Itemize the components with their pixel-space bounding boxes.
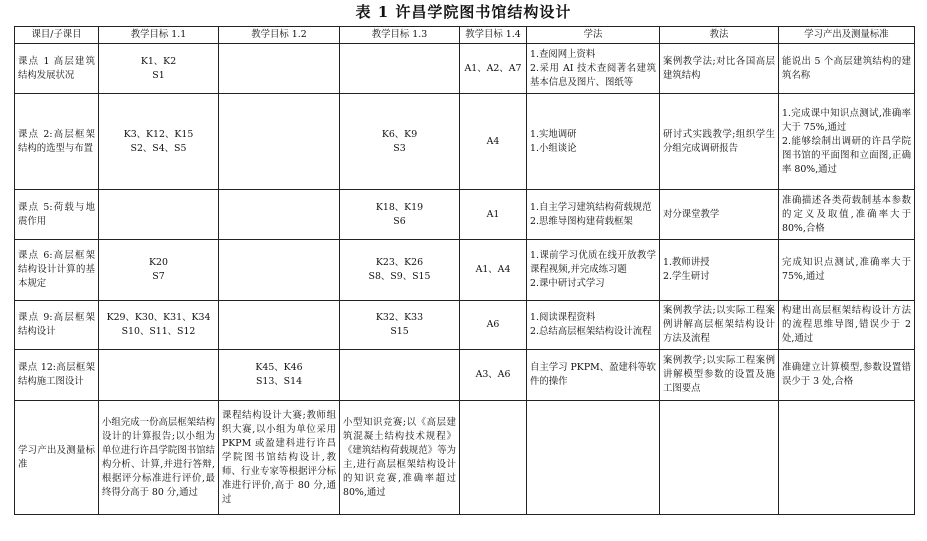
header-goal-1-3: 教学目标 1.3 [340,27,460,44]
course-text: 课点 6:高层框架结构设计计算的基本规定 [18,250,95,289]
course-text: 课点 9:高层框架结构设计 [18,312,95,337]
final-text: 小组完成一份高层框架结构设计的计算报告;以小组为单位进行许昌学院图书馆结构分析、计算,并进行答辩,根据评分标准进行评价,最终得分高于 80 分,通过 [102,416,215,498]
study-method-cell [527,190,660,240]
table-row [15,44,915,94]
goal-1-3-cell [340,190,460,240]
goal-1-2-cell [219,240,340,301]
goal-1-3-cell [340,44,460,94]
outcome-line: 能说出 5 个高层建筑结构的建筑名称 [782,55,911,81]
course-cell [15,350,99,401]
goal-1-1-cell [99,301,219,350]
study-line: 1.小组谈论 [530,142,577,154]
final-goal-1-3-cell [340,401,460,515]
goal-code: S6 [393,215,406,227]
outcome-cell [779,44,915,94]
teach-method-cell [660,301,779,350]
goal-code: K1、K2 [140,55,177,67]
outcome-line: 构建出高层框架结构设计方法的流程思维导图,错误少于 2 处,通过 [782,305,911,344]
final-text: 课程结构设计大赛;教师组织大赛,以小组为单位采用 PKPM 或盈建科进行许昌学院图书馆结构设计,教师、行业专家等根据评分标准进行评价,高于 80 分,通过 [222,409,336,505]
goal-1-2-cell [219,350,340,401]
outcome-cell [779,301,915,350]
goal-code: K20 [149,257,168,268]
goal-code: S1 [152,69,165,81]
goal-1-2-cell [219,301,340,350]
outcome-cell [779,94,915,190]
table-row [15,350,915,401]
goal-code: K18、K19 [375,201,424,213]
study-method-cell [527,350,660,401]
teach-line: 研讨式实践教学;组织学生分组完成调研报告 [663,128,775,154]
outcome-line: 1.完成课中知识点测试,准确率大于 75%,通过 [782,107,911,133]
table-row [15,190,915,240]
course-text: 课点 5:荷载与地震作用 [18,201,95,227]
goal-code: K6、K9 [381,128,418,140]
final-goal-1-2-cell [219,401,340,515]
study-method-cell [527,94,660,190]
table-row [15,94,915,190]
goal-1-1-cell [99,240,219,301]
goal-1-3-cell [340,301,460,350]
goal-1-4-cell: A3、A6 [460,350,527,401]
teach-method-cell [660,240,779,301]
goal-code: K23、K26 [375,257,424,268]
goal-code: S7 [152,271,165,282]
header-study-method: 学法 [527,27,660,44]
course-cell [15,190,99,240]
goal-1-2-cell [219,94,340,190]
goal-code: S10、S11、S12 [121,326,196,337]
teach-line: 案例教学法;对比各国高层建筑结构 [663,55,775,81]
teach-line: 对分课堂教学 [663,208,720,220]
teach-line: 案例教学;以实际工程案例讲解模型参数的设置及施工图要点 [663,355,775,394]
goal-code: K3、K12、K15 [123,128,194,140]
study-line: 1.课前学习优质在线开放教学课程视频,并完成练习题 [530,250,656,275]
table-title: 表 1 许昌学院图书馆结构设计 [355,3,572,21]
goal-code: K29、K30、K31、K34 [106,312,211,323]
course-cell [15,94,99,190]
goal-1-1-cell [99,350,219,401]
header-goal-1-2: 教学目标 1.2 [219,27,340,44]
outcome-line: 2.能够绘制出调研的许昌学院图书馆的平面图和立面图,正确率 80%,通过 [782,135,911,175]
final-label: 学习产出及测量标准 [18,444,95,470]
final-text: 小型知识竞赛;以《高层建筑混凝土结构技术规程》《建筑结构荷载规范》等为主,进行高层框架结构设计的知识竞赛,准确率超过 80%,通过 [343,416,456,498]
final-label-cell [15,401,99,515]
library-structure-table [14,26,915,515]
goal-1-1-cell [99,44,219,94]
goal-1-4-cell: A1、A2、A7 [460,44,527,94]
goal-1-4-cell: A1、A4 [460,240,527,301]
goal-1-3-cell [340,94,460,190]
outcome-line: 准确建立计算模型,参数设置错误少于 3 处,合格 [782,362,911,387]
goal-1-4-cell: A4 [460,94,527,190]
outcome-cell [779,350,915,401]
course-cell [15,44,99,94]
course-text: 课点 1 高层建筑结构发展状况 [18,55,95,81]
teach-method-cell [660,350,779,401]
header-teach-method: 教法 [660,27,779,44]
goal-1-3-cell [340,350,460,401]
teach-method-cell [660,44,779,94]
study-line: 2.思维导图构建荷载框架 [530,215,633,227]
header-goal-1-4: 教学目标 1.4 [460,27,527,44]
empty-cell [660,401,779,515]
goal-1-4-cell: A6 [460,301,527,350]
goal-code: S3 [393,142,406,154]
goal-code: S13、S14 [255,376,303,387]
study-line: 1.自主学习建筑结构荷载规范 [530,201,652,213]
goal-1-3-cell [340,240,460,301]
goal-1-2-cell [219,190,340,240]
outcome-line: 完成知识点测试,准确率大于 75%,通过 [782,257,911,282]
goal-1-4-cell: A1 [460,190,527,240]
header-outcome: 学习产出及测量标准 [779,27,915,44]
outcome-cell [779,190,915,240]
table-row [15,240,915,301]
table-row [15,301,915,350]
goal-code: S15 [390,326,409,337]
course-text: 课点 2:高层框架结构的选型与布置 [18,128,95,154]
goal-1-2-cell [219,44,340,94]
study-line: 2.采用 AI 技术查阅著名建筑基本信息及图片、图纸等 [530,62,656,88]
header-goal-1-1: 教学目标 1.1 [99,27,219,44]
teach-method-cell [660,94,779,190]
outcome-cell [779,240,915,301]
course-cell [15,301,99,350]
empty-cell [527,401,660,515]
study-line: 2.课中研讨式学习 [530,278,605,289]
study-method-cell [527,301,660,350]
study-line: 1.阅读课程资料 [530,312,596,323]
table-body [15,44,915,515]
teach-line: 1.教师讲授 [663,257,710,268]
goal-1-1-cell [99,190,219,240]
study-method-cell [527,240,660,301]
teach-line: 2.学生研讨 [663,271,710,282]
final-outcome-row [15,401,915,515]
goal-1-1-cell [99,94,219,190]
course-cell [15,240,99,301]
outcome-line: 准确描述各类荷载制基本参数的定义及取值,准确率大于 80%,合格 [782,194,911,234]
header-course: 课目/子课目 [15,27,99,44]
goal-code: S8、S9、S15 [368,271,431,282]
study-method-cell [527,44,660,94]
teach-line: 案例教学法;以实际工程案例讲解高层框架结构设计方法及流程 [663,305,775,344]
teach-method-cell [660,190,779,240]
study-line: 自主学习 PKPM、盈建科等软件的操作 [530,362,656,387]
course-text: 课点 12:高层框架结构施工图设计 [18,362,95,387]
empty-cell [779,401,915,515]
empty-cell [460,401,527,515]
goal-code: S2、S4、S5 [130,142,187,154]
goal-code: K45、K46 [255,362,303,373]
goal-code: K32、K33 [375,312,424,323]
header-row [15,27,915,44]
study-line: 2.总结高层框架结构设计流程 [530,326,652,337]
final-goal-1-1-cell [99,401,219,515]
study-line: 1.实地调研 [530,128,577,140]
study-line: 1.查阅网上资料 [530,48,596,60]
